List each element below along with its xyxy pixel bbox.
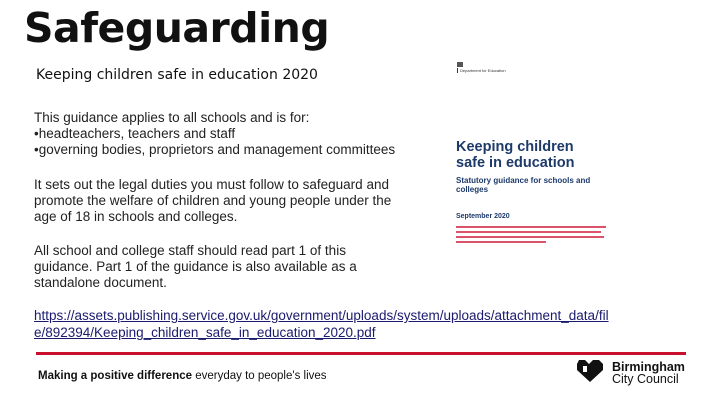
footer-tagline — [38, 370, 327, 382]
footer-divider — [36, 352, 686, 355]
guidance-scope-paragraph: This guidance applies to all schools and is for: •headteachers, teachers and staff •governing bodies, proprietors and management committees — [34, 110, 396, 157]
cover-title — [456, 139, 574, 171]
cover-note-lines — [456, 226, 606, 246]
page-title: Safeguarding — [24, 4, 330, 52]
cover-title-line2: safe in education — [456, 155, 575, 171]
department-label: Department for Education — [457, 68, 506, 73]
tagline-rest: everyday to people's lives — [192, 370, 327, 382]
council-name-line1: Birmingham — [612, 360, 685, 374]
crest-icon — [457, 62, 463, 67]
cover-subtitle: Statutory guidance for schools and colleges — [456, 176, 591, 194]
council-name — [612, 361, 685, 385]
cover-title-line1: Keeping children — [456, 139, 574, 155]
tagline-bold: Making a positive difference — [38, 370, 193, 382]
legal-duties-paragraph: It sets out the legal duties you must follow to safeguard and promote the welfare of children and young people under the age of 18 in schools and colleges. — [34, 177, 392, 224]
staff-reading-paragraph: All school and college staff should read part 1 of this guidance. Part 1 of the guidance is also available as a standalone document. — [34, 243, 357, 290]
page-subtitle: Keeping children safe in education 2020 — [36, 67, 318, 83]
birmingham-logo-icon — [573, 358, 607, 384]
guidance-pdf-link[interactable]: https://assets.publishing.service.gov.uk/government/uploads/system/uploads/attachment_data/file/892394/Keeping_children_safe_in_education_2020.pdf — [34, 308, 609, 340]
council-name-line2: City Council — [612, 372, 679, 386]
cover-date: September 2020 — [456, 213, 510, 220]
document-cover-image — [443, 62, 621, 258]
